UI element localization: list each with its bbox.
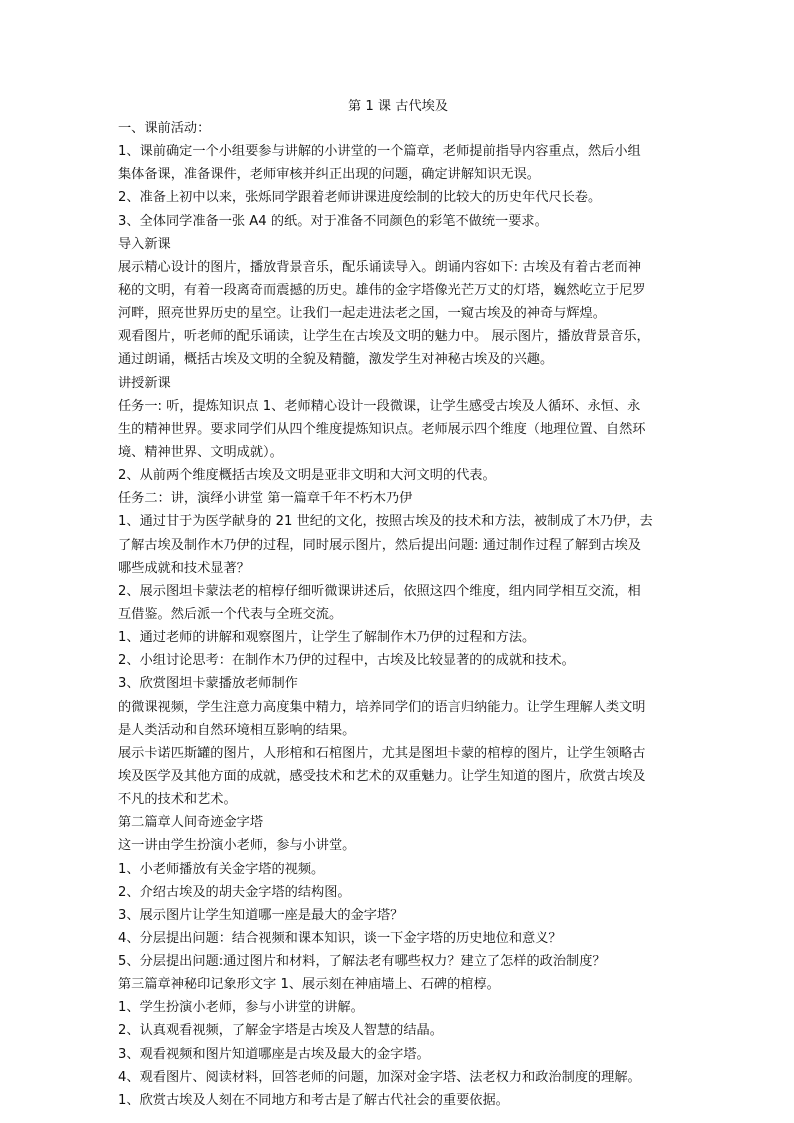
text-line: 1、课前确定一个小组要参与讲解的小讲堂的一个篇章，老师提前指导内容重点，然后小组 — [118, 144, 641, 160]
text-line: 5、分层提出问题:通过图片和材料，了解法老有哪些权力？建立了怎样的政治制度？ — [118, 954, 606, 970]
text-line: 4、观看图片、阅读材料，回答老师的问题，加深对金字塔、法老权力和政治制度的理解。 — [118, 1069, 641, 1085]
text-line: 3、全体同学准备一张 A4 的纸。对于准备不同颜色的彩笔不做统一要求。 — [118, 213, 548, 229]
text-line: 3、观看视频和图片知道哪座是古埃及最大的金字塔。 — [118, 1046, 430, 1062]
text-line: 不凡的技术和艺术。 — [118, 792, 237, 808]
text-line: 展示卡诺匹斯罐的图片，人形棺和石棺图片，尤其是图坦卡蒙的棺椁的图片，让学生领略古 — [118, 745, 646, 761]
document-page — [118, 96, 678, 1112]
text-line: 秘的文明，有着一段离奇而震撼的历史。雄伟的金字塔像光芒万丈的灯塔，巍然屹立于尼罗 — [118, 282, 646, 298]
text-line: 第三篇章神秘印记象形文字 1、展示刻在神庙墙上、石碑的棺椁。 — [118, 977, 500, 993]
text-line: 展示精心设计的图片，播放背景音乐，配乐诵读导入。朗诵内容如下: 古埃及有着古老而神 — [118, 259, 641, 275]
document-title: 第 1 课 古代埃及 — [347, 99, 449, 114]
text-line: 任务二：讲，演绎小讲堂 第一篇章千年不朽木乃伊 — [118, 491, 413, 507]
text-line: 2、小组讨论思考：在制作木乃伊的过程中，古埃及比较显著的的成就和技术。 — [118, 653, 575, 669]
text-line: 一、课前活动： — [118, 121, 211, 136]
text-line: 2、准备上初中以来，张烁同学跟着老师讲课进度绘制的比较大的历史年代尺长卷。 — [118, 190, 602, 206]
text-line: 任务一: 听，提炼知识点 1、老师精心设计一段微课，让学生感受古埃及人循环、永恒、永 — [118, 398, 641, 414]
text-line: 生的精神世界。要求同学们从四个维度提炼知识点。老师展示四个维度（地理位置、自然环 — [118, 421, 646, 437]
text-line: 3、展示图片让学生知道哪一座是最大的金字塔？ — [118, 907, 404, 923]
text-line: 1、学生扮演小老师，参与小讲堂的讲解。 — [118, 1000, 364, 1016]
text-line: 1、小老师播放有关金字塔的视频。 — [118, 861, 325, 877]
text-line: 导入新课 — [118, 236, 171, 252]
text-line: 4、分层提出问题：结合视频和课本知识，谈一下金字塔的历史地位和意义？ — [118, 930, 562, 946]
text-line: 通过朗诵，概括古埃及文明的全貌及精髓，激发学生对神秘古埃及的兴趣。 — [118, 352, 554, 368]
text-line: 的微课视频，学生注意力高度集中精力，培养同学们的语言归纳能力。让学生理解人类文明 — [118, 699, 646, 715]
text-line: 了解古埃及制作木乃伊的过程，同时展示图片，然后提出问题: 通过制作过程了解到古埃及 — [118, 537, 641, 553]
text-line: 3、欣赏图坦卡蒙播放老师制作 — [118, 676, 298, 692]
text-line: 1、欣赏古埃及人刻在不同地方和考古是了解古代社会的重要依据。 — [118, 1092, 509, 1108]
text-line: 这一讲由学生扮演小老师，参与小讲堂。 — [118, 838, 356, 854]
text-line: 集体备课，准备课件，老师审核并纠正出现的问题，确定讲解知识无误。 — [118, 167, 540, 183]
text-line: 1、通过甘于为医学献身的 21 世纪的文化，按照古埃及的技术和方法，被制成了木乃伊，去 — [118, 514, 653, 530]
text-line: 互借鉴。然后派一个代表与全班交流。 — [118, 606, 343, 622]
text-line: 讲授新课 — [118, 375, 171, 391]
text-line: 哪些成就和技术显著？ — [118, 560, 250, 576]
text-line: 是人类活动和自然环境相互影响的结果。 — [118, 722, 356, 738]
text-line: 2、从前两个维度概括古埃及文明是亚非文明和大河文明的代表。 — [118, 468, 496, 484]
text-line: 1、通过老师的讲解和观察图片，让学生了解制作木乃伊的过程和方法。 — [118, 630, 536, 646]
text-line: 观看图片，听老师的配乐诵读，让学生在古埃及文明的魅力中。 展示图片，播放背景音乐， — [118, 329, 650, 345]
text-line: 河畔，照亮世界历史的星空。让我们一起走进法老之国，一窥古埃及的神奇与辉煌。 — [118, 306, 606, 322]
document-body — [118, 117, 678, 1112]
text-line: 境、精神世界、文明成就）。 — [118, 444, 283, 460]
text-line: 2、展示图坦卡蒙法老的棺椁仔细听微课讲述后，依照这四个维度，组内同学相互交流，相 — [118, 583, 641, 599]
text-line: 埃及医学及其他方面的成就，感受技术和艺术的双重魅力。让学生知道的图片，欣赏古埃及 — [118, 768, 646, 784]
text-line: 2、介绍古埃及的胡夫金字塔的结构图。 — [118, 884, 351, 900]
text-line: 第二篇章人间奇迹金字塔 — [118, 815, 264, 831]
text-line: 2、认真观看视频，了解金字塔是古埃及人智慧的结晶。 — [118, 1023, 443, 1039]
